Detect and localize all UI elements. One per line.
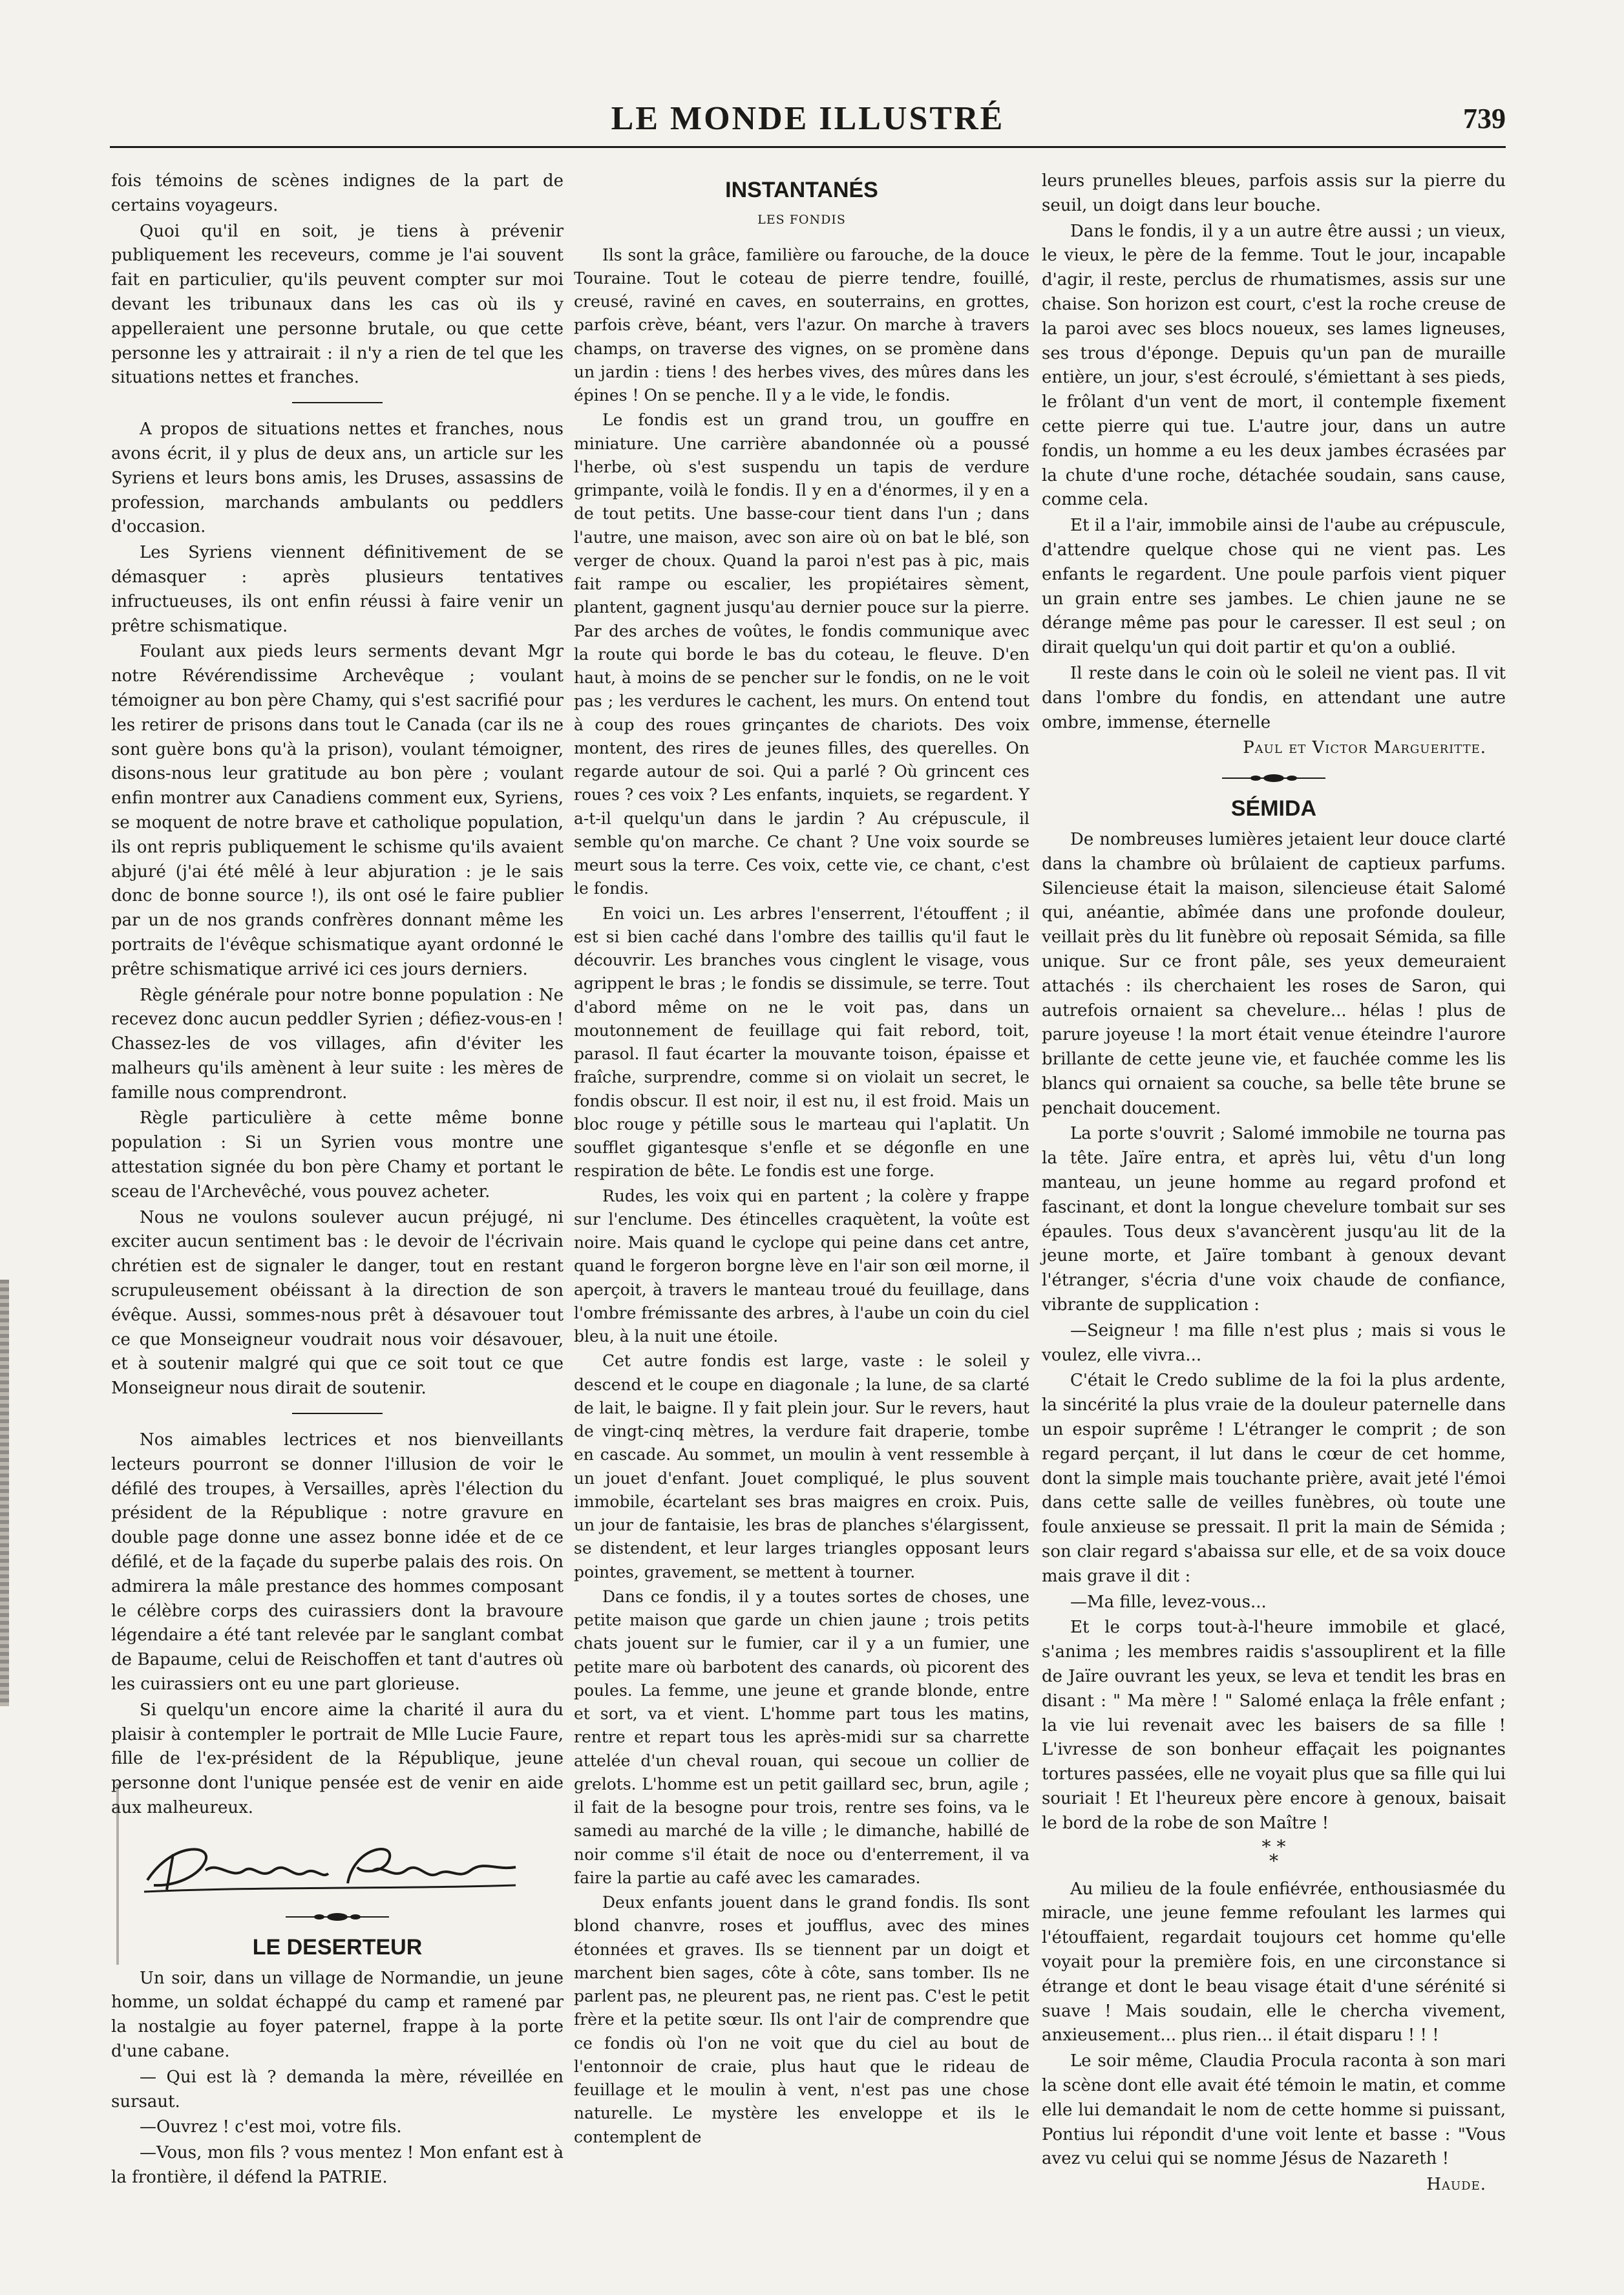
paragraph: — Qui est là ? demanda la mère, réveillée en sursaut.	[111, 2067, 564, 2111]
paragraph: leurs prunelles bleues, parfois assis sur la pierre du seuil, un doigt dans leur bouche.	[1042, 171, 1506, 215]
column-left	[111, 169, 564, 2192]
header-rule	[110, 146, 1506, 148]
section-divider	[292, 1413, 383, 1414]
masthead	[110, 97, 1506, 142]
paragraph: Il reste dans le coin où le soleil ne vient pas. Il vit dans l'ombre du fondis, en attendant une autre ombre, immense, éternelle	[1042, 663, 1506, 732]
column-right	[1042, 169, 1506, 2197]
paragraph: —Seigneur ! ma fille n'est plus ; mais si vous le voulez, elle vivra...	[1042, 1320, 1506, 1365]
paragraph: Deux enfants jouent dans le grand fondis. Ils sont blond chanvre, roses et joufflus, avec des mines étonnées et graves. Ils se tiennent par un doigt et marchent bien sages, côte à côte, sans tomber. Ils ne parlent pas, ne pleurent pas, ne rient pas. C'est le petit frère et la petite sœur. Ils ont l'air de comprendre que ce fondis où l'on ne voit que du ciel au bout de l'entonnoir de craie, plus haut que le rideau de feuillage et le moulin à vent, n'est pas une chose naturelle. Le mystère les enveloppe et ils le contemplent de	[574, 1893, 1029, 2146]
paragraph: En voici un. Les arbres l'enserrent, l'étouffent ; il est si bien caché dans l'ombre des taillis qu'il faut le découvrir. Les branches vous cinglent le visage, vous agrippent le bras ; le fondis se dissimule, se terre. Tout d'abord même on ne le voit pas, dans un moutonnement de feuillage qui fait rebord, toit, parasol. Il faut écarter la mouvante toison, épaisse et fraîche, surprendre, comme si on violait un secret, le fondis obscur. Il est noir, il est nu, il est froid. Mais un bloc rouge y pétille sous le marteau qui l'aplatit. Un soufflet gigantesque s'enfle et se dégonfle en une respiration de bête. Le fondis est une forge.	[574, 904, 1029, 1181]
paragraph: Nos aimables lectrices et nos bienveillants lecteurs pourront se donner l'illusion de voir le défilé des troupes, à Versailles, après l'élection du président de la République : notre gravure en double page donne une assez bonne idée et de ce défilé, et de la façade du superbe palais des rois. On admirera la mâle prestance des hommes composant le célèbre corps des cuirassiers dont la bravoure légendaire a été tant relevée par le sanglant combat de Bapaume, celui de Reischoffen et tant d'autres où les cuirassiers ont eu une part glorieuse.	[111, 1430, 564, 1695]
page-number: 739	[1463, 103, 1506, 134]
paragraph: Dans ce fondis, il y a toutes sortes de choses, une petite maison que garde un chien jaune ; trois petits chats jouent sur le fumier, car il y a un fumier, une petite mare où barbotent des canards, où picorent des poules. La femme, une jeune et grande blonde, entre et sort, va et vient. L'homme part tous les matins, rentre et repart tous les après-midi sur sa charrette attelée d'un cheval rouan, qui secoue un collier de grelots. L'homme est un petit gaillard sec, brun, agile ; il fait de la besogne pour trois, rentre ses foins, va le samedi au marché de la ville ; le dimanche, habillé de noir comme s'il était de noce ou d'enterrement, il va faire la partie au café avec les camarades.	[574, 1587, 1029, 1887]
paragraph: —Ouvrez ! c'est moi, votre fils.	[140, 2117, 402, 2137]
paragraph: Si quelqu'un encore aime la charité il aura du plaisir à contempler le portrait de Mlle Lucie Faure, fille de l'ex-président de la République, jeune personne dont l'unique pensée est de venir en aide aux malheureux.	[111, 1700, 564, 1817]
paragraph: Nous ne voulons soulever aucun préjugé, ni exciter aucun sentiment bas : le devoir de l'écrivain chrétien est de signaler le danger, tout en restant scrupuleusement obéissant à la direction de son évêque. Aussi, sommes-nous prêt à désavouer tout ce que Monseigneur voudrait nous voir désavouer, et à soutenir malgré qui que ce soit tout ce que Monseigneur nous dirait de soutenir.	[111, 1207, 564, 1399]
paragraph: Et le corps tout-à-l'heure immobile et glacé, s'anima ; les membres raidis s'assouplirent et la fille de Jaïre ouvrant les yeux, se leva et tendit les bras en disant : " Ma mère ! " Salomé enlaça la frêle enfant ; la vie lui revenait avec les baisers de sa fille ! L'ivresse de son bonheur effaçait les poignantes tortures passées, elle ne voyait plus que sa fille qui lui souriait ! Et l'heureux père encore à genoux, baisait le bord de la robe de son Maître !	[1042, 1618, 1506, 1833]
section-title: SÉMIDA	[1230, 796, 1317, 821]
ornament-divider	[1222, 772, 1325, 784]
asterism: * * *	[1261, 1835, 1286, 1872]
paragraph: Ils sont la grâce, familière ou farouche, de la douce Touraine. Tout le coteau de pierre tendre, fouillé, creusé, raviné en caves, en souterrains, en grottes, parfois crève, béant, vers l'azur. On marche à travers champs, on traverse des vignes, on se promène dans un jardin : tiens ! des herbes vives, des mûres dans les épines ! On se penche. Il y a le vide, le fondis.	[574, 245, 1029, 405]
paragraph: Règle particulière à cette même bonne population : Si un Syrien vous montre une attestation signée du bon père Chamy et portant le sceau de l'Archevêché, vous pouvez acheter.	[111, 1108, 564, 1201]
section-title: LE DESERTEUR	[252, 1934, 423, 1960]
paragraph: Et il a l'air, immobile ainsi de l'aube au crépuscule, d'attendre quelque chose qui ne vient pas. Les enfants le regardent. Une poule parfois vient piquer un grain entre ses jambes. Le chien jaune ne se dérange même pas pour le caresser. Il est seul ; on dirait quelqu'un qui doit partir et qu'on a oublié.	[1042, 516, 1506, 658]
paragraph: Règle générale pour notre bonne population : Ne recevez donc aucun peddler Syrien ; défiez-vous-en ! Chassez-les de vos villages, afin d'éviter les malheurs qu'ils amènent à leur suite : les mères de famille nous comprendront.	[111, 985, 564, 1103]
section-title: INSTANTANÉS	[725, 178, 878, 202]
paragraph: Les Syriens viennent définitivement de se démasquer : après plusieurs tentatives infructueuses, ils ont enfin réussi à faire venir un prêtre schismatique.	[111, 543, 564, 636]
newspaper-title: LE MONDE ILLUSTRÉ	[611, 100, 1005, 137]
paragraph: Foulant aux pieds leurs serments devant Mgr notre Révérendissime Archevêque ; voulant témoigner au bon père Chamy, qui s'est sacrifié pour les retirer de prisons dans tout le Canada (car ils ne sont guère bons qu'à la prison), voulant témoigner, disons-nous leur gratitude au bon père ; voulant enfin montrer aux Canadiens comment eux, Syriens, se moquent de notre brave et catholique population, ils ont repris publiquement le schisme qu'ils avaient abjuré (j'ai été mêlé à leur abjuration : je le sais donc de bonne source !), ils ont osé le faire publier par un de nos grands confrères donnant même les portraits de l'évêque schismatique ayant ordonné le prêtre schismatique arrivé ici ces jours derniers.	[111, 642, 564, 979]
paragraph: Quoi qu'il en soit, je tiens à prévenir publiquement les receveurs, comme je l'ai souvent fait en particulier, qu'ils peuvent compter sur moi devant les tribunaux dans les cas où ils y appelleraient une personne brutale, ou que cette personne les y attrairait : il n'y a rien de tel que les situations nettes et franches.	[111, 221, 564, 388]
paragraph: Cet autre fondis est large, vaste : le soleil y descend et le coupe en diagonale ; la lune, de sa clarté de lait, le baigne. Il y fait plein jour. Sur le revers, haut de vingt-cinq mètres, la verdure fait draperie, tombe en cascade. Au sommet, un moulin à vent ressemble à un jouet d'enfant. Jouet compliqué, le plus souvent immobile, écartelant ses bras maigres en croix. Puis, un jour de fantaisie, les bras de planches s'élargissent, se distendent, et leur larges triangles opposant leurs pointes, gravement, se mettent à tourner.	[574, 1351, 1029, 1581]
paragraph: —Vous, mon fils ? vous mentez ! Mon enfant est à la frontière, il défend la PATRIE.	[111, 2143, 564, 2187]
paragraph: La porte s'ouvrit ; Salomé immobile ne tourna pas la tête. Jaïre entra, et après lui, vêtu d'un long manteau, un jeune homme au regard profond et fascinant, et dont la longue chevelure tombait sur ses épaules. Tous deux s'avancèrent jusqu'au lit de la jeune morte, et Jaïre tombant à genoux devant l'étranger, s'écria d'une voix chaude de confiance, vibrante de supplication :	[1042, 1124, 1506, 1315]
paragraph: De nombreuses lumières jetaient leur douce clarté dans la chambre où brûlaient de captieux parfums. Silencieuse était la maison, silencieuse était Salomé qui, anéantie, abîmée dans une profonde douleur, veillait près du lit funèbre où reposait Sémida, sa fille unique. Sur ce front pâle, ses yeux demeuraient attachés : ils cherchaient les roses de Saron, qui autrefois ornaient sa chevelure... hélas ! plus de parure joyeuse ! la mort était venue éteindre l'aurore brillante de cette jeune vie, et fauchée comme les lis blancs qui ornaient sa couche, sa belle tête brune se penchait doucement.	[1042, 829, 1506, 1118]
author-signature: Paul et Victor Margueritte.	[1243, 738, 1486, 758]
paragraph: Dans le fondis, il y a un autre être aussi ; un vieux, le vieux, le père de la femme. Tout le jour, incapable d'agir, il reste, perclus de rhumatismes, assis sur une chaise. Son horizon est court, c'est la roche creuse de la paroi avec ses blocs noueux, ses lames ligneuses, ses trous d'éponge. Depuis qu'un pan de muraille entière, un jour, s'est écroulé, s'émiettant à ses pieds, le frôlant d'un vent de mort, il contemple fixement cette pierre qui tue. L'autre jour, dans un autre fondis, un homme a eu les deux jambes écrasées par la chute d'une roche, détachée soudain, sans cause, comme cela.	[1042, 221, 1506, 510]
paragraph: C'était le Credo sublime de la foi la plus ardente, la sincérité la plus vraie de la douleur paternelle dans un espoir suprême ! L'étranger le comprit ; de son regard perçant, il lut dans le cœur de cet homme, dont la simple mais touchante prière, avait jeté l'émoi dans cette salle de veilles funèbres, où toute une foule anxieuse se pressait. Il prit la main de Sémida ; son clair regard s'abaissa sur elle, et de sa voix douce mais grave il dit :	[1042, 1371, 1506, 1586]
author-signature: Haude.	[1426, 2175, 1486, 2195]
paragraph: —Ma fille, levez-vous...	[1070, 1592, 1267, 1612]
ornament-divider	[286, 1911, 389, 1923]
paragraph: Le fondis est un grand trou, un gouffre en miniature. Une carrière abandonnée où a poussé l'herbe, où s'est suspendu un tapis de verdure grimpante, voilà le fondis. Il y en a d'énormes, il y en a de tout petits. Une basse-cour tient dans l'un ; dans l'autre, une maison, avec son aire où on bat le blé, son verger de choux. Quand la paroi n'est pas à pic, mais fait rampe ou escalier, les propiétaires sèment, plantent, gagnent jusqu'au dernier pouce sur la pierre. Par des arches de voûtes, le fondis communique avec la route qui borde le bas du coteau, le fleuve. D'en haut, à moins de se pencher sur le fondis, on ne le voit pas ; les verdures le cachent, les murs. On entend tout à coup des roues grinçantes de chariots. Des voix montent, des rires de jeunes filles, des querelles. On regarde autour de soi. Qui a parlé ? Où grincent ces roues ? ces voix ? Les enfants, inquiets, se regardent. Y a-t-il quelqu'un dans le jardin ? Au crépuscule, il semble qu'on marche. Ce chant ? Une voix sourde se meurt sous la terre. Ces voix, cette vie, ce chant, c'est le fondis.	[574, 410, 1029, 898]
column-middle	[574, 169, 1029, 2150]
handwritten-signature	[134, 1835, 522, 1899]
section-subtitle: LES FONDIS	[757, 213, 846, 227]
paragraph: fois témoins de scènes indignes de la part de certains voyageurs.	[111, 171, 564, 215]
paragraph: Au milieu de la foule enfiévrée, enthousiasmée du miracle, une jeune femme refoulant les larmes qui l'étouffaient, regardait toujours cet homme qu'elle voyait pour la première fois, en une circonstance si étrange et dont le beau visage était d'une sérénité si suave ! Mais soudain, elle le chercha vivement, anxieusement... plus rien... il était disparu ! ! !	[1042, 1879, 1506, 2046]
paragraph: Rudes, les voix qui en partent ; la colère y frappe sur l'enclume. Des étincelles craquètent, la voûte est noire. Mais quand le cyclope qui peine dans cet antre, quand le forgeron borgne lève en l'air son œil morne, il aperçoit, à travers le manteau troué du feuillage, dans l'ombre frémissante des arbres, à l'aube un coin du ciel bleu, à la nuit une étoile.	[574, 1186, 1029, 1346]
paragraph: Le soir même, Claudia Procula raconta à son mari la scène dont elle avait été témoin le matin, et comme elle lui demandait le nom de cette homme si puissant, Pontius lui répondit d'une voit lente et basse : "Vous avez vu celui qui se nomme Jésus de Nazareth !	[1042, 2051, 1506, 2169]
section-divider	[292, 402, 383, 403]
binding-edge	[0, 1280, 9, 1706]
paragraph: Un soir, dans un village de Normandie, un jeune homme, un soldat échappé du camp et ramené par la nostalgie au foyer paternel, frappe à la porte d'une cabane.	[111, 1968, 564, 2061]
paragraph: A propos de situations nettes et franches, nous avons écrit, il y plus de deux ans, un article sur les Syriens et leurs bons amis, les Druses, assassins de profession, marchands ambulants ou peddlers d'occasion.	[111, 419, 564, 537]
